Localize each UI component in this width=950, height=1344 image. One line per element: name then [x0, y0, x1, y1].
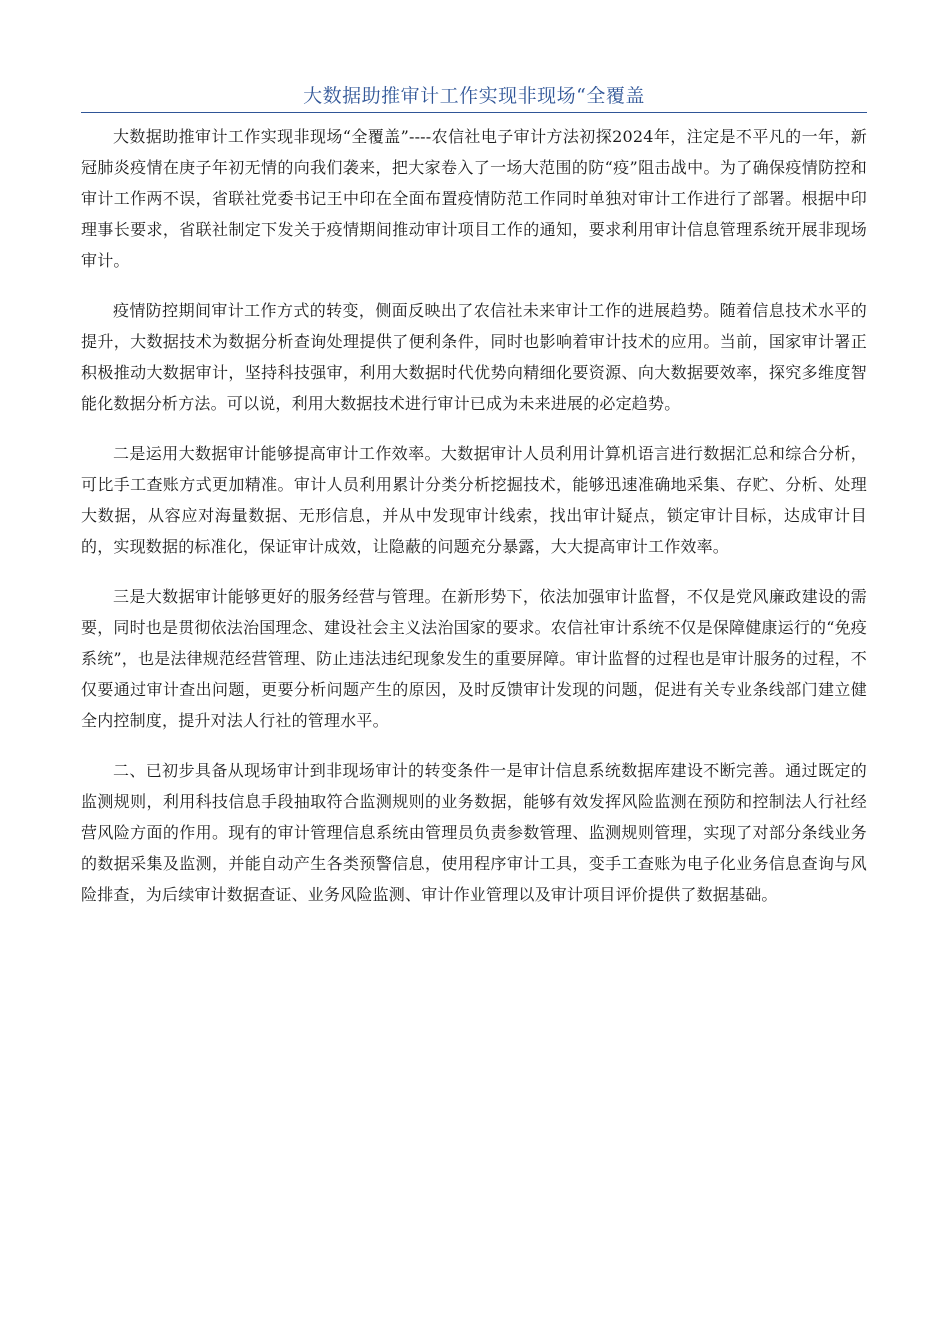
paragraph-2: 疫情防控期间审计工作方式的转变，侧面反映出了农信社未来审计工作的进展趋势。随着信息技术水平的提升，大数据技术为数据分析查询处理提供了便利条件，同时也影响着审计技术的应用。当前，国家审计署正积极推动大数据审计，坚持科技强审，利用大数据时代优势向精细化要资源、向大数据要效率，探究多维度智能化数据分析方法。可以说，利用大数据技术进行审计已成为未来进展的必定趋势。 [81, 301, 867, 413]
paragraph-1: 大数据助推审计工作实现非现场“全覆盖”----农信社电子审计方法初探2024年，注定是不平凡的一年，新冠肺炎疫情在庚子年初无情的向我们袭来，把大家卷入了一场大范围的防“疫”阻击战中。为了确保疫情防控和审计工作两不误，省联社党委书记王中印在全面布置疫情防范工作同时单独对审计工作进行了部署。根据中印理事长要求，省联社制定下发关于疫情期间推动审计项目工作的通知，要求利用审计信息管理系统开展非现场审计。 [81, 127, 867, 270]
page-header [81, 84, 867, 113]
paragraph-3: 二是运用大数据审计能够提高审计工作效率。大数据审计人员利用计算机语言进行数据汇总和综合分析，可比手工查账方式更加精准。审计人员利用累计分类分析挖掘技术，能够迅速准确地采集、存贮、分析、处理大数据，从容应对海量数据、无形信息，并从中发现审计线索，找出审计疑点，锁定审计目标，达成审计目的，实现数据的标准化，保证审计成效，让隐蔽的问题充分暴露，大大提高审计工作效率。 [81, 444, 867, 556]
document-body [81, 121, 867, 929]
paragraph-4: 三是大数据审计能够更好的服务经营与管理。在新形势下，依法加强审计监督，不仅是党风廉政建设的需要，同时也是贯彻依法治国理念、建设社会主义法治国家的要求。农信社审计系统不仅是保障健康运行的“免疫系统”，也是法律规范经营管理、防止违法违纪现象发生的重要屏障。审计监督的过程也是审计服务的过程，不仅要通过审计查出问题，更要分析问题产生的原因，及时反馈审计发现的问题，促进有关专业条线部门建立健全内控制度，提升对法人行社的管理水平。 [81, 587, 867, 730]
paragraph-5: 二、已初步具备从现场审计到非现场审计的转变条件一是审计信息系统数据库建设不断完善。通过既定的监测规则，利用科技信息手段抽取符合监测规则的业务数据，能够有效发挥风险监测在预防和控制法人行社经营风险方面的作用。现有的审计管理信息系统由管理员负责参数管理、监测规则管理，实现了对部分条线业务的数据采集及监测，并能自动产生各类预警信息，使用程序审计工具，变手工查账为电子化业务信息查询与风险排查，为后续审计数据查证、业务风险监测、审计作业管理以及审计项目评价提供了数据基础。 [81, 761, 867, 904]
header-title: 大数据助推审计工作实现非现场“全覆盖 [303, 85, 645, 107]
